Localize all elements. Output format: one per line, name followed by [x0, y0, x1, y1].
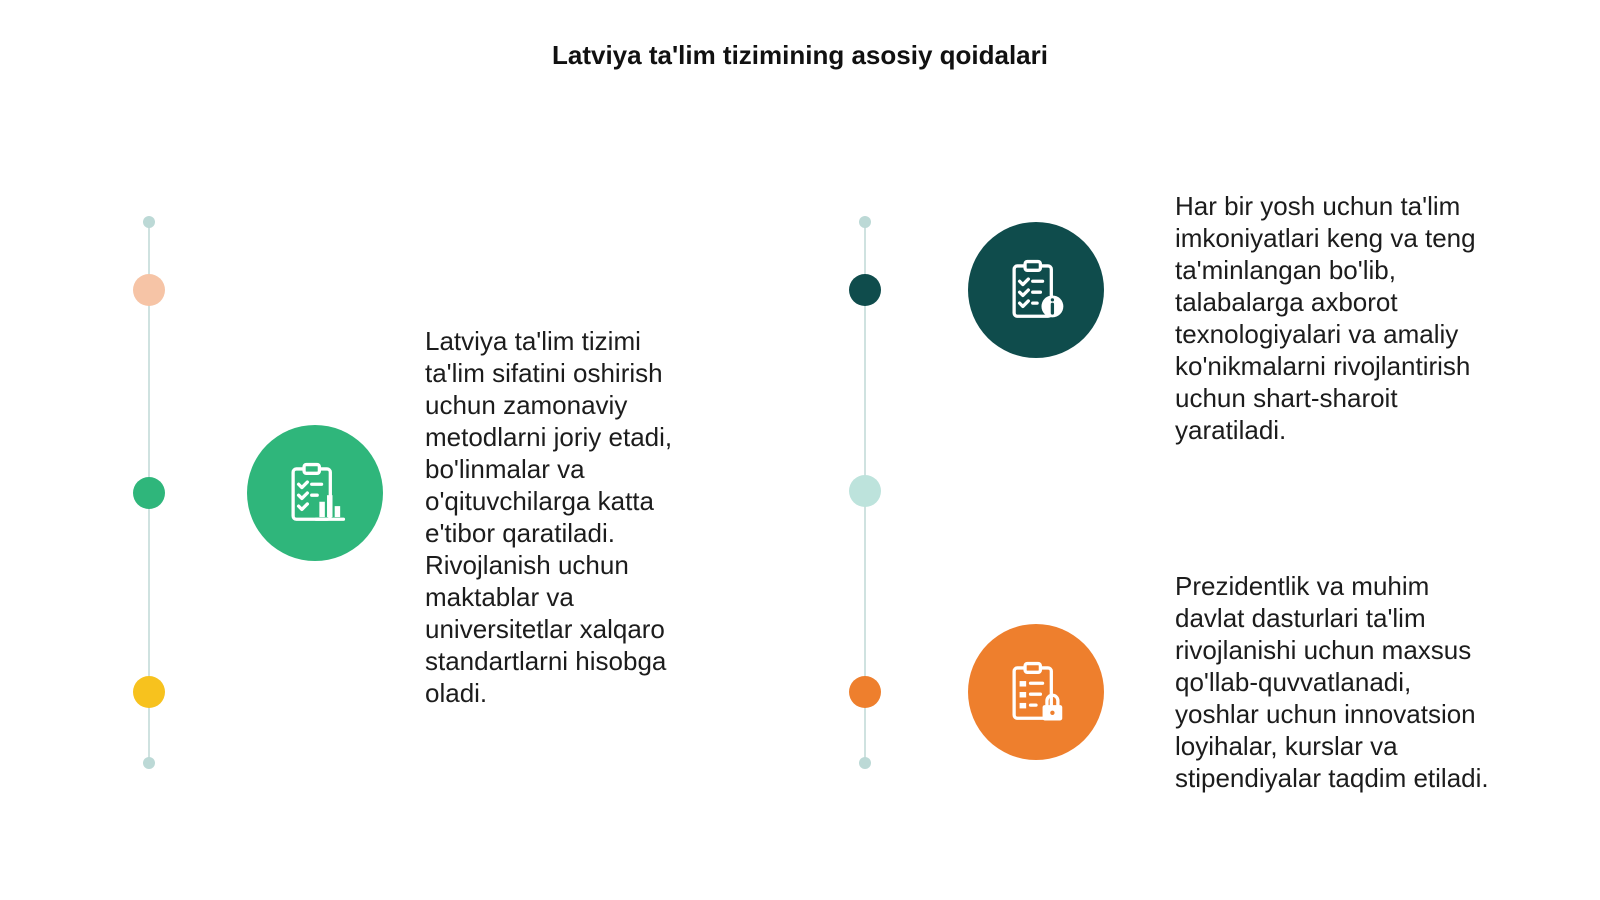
item-2-text: Har bir yosh uchun ta'lim imkoniyatlari keng va teng ta'minlangan bo'lib, talabalarga axborot texnologiyalari va amaliy ko'nikmalarni rivojlantirish uchun shart-sharoit yaratiladi. — [1175, 191, 1476, 445]
item-3-text: Prezidentlik va muhim davlat dasturlari ta'lim rivojlanishi uchun maxsus qo'llab-quvvatlanadi, yoshlar uchun innovatsion loyihalar, kurslar va stipendiyalar taqdim etiladi. — [1175, 571, 1489, 793]
left-timeline-node-yellow — [133, 676, 165, 708]
right-timeline-node-mint — [849, 475, 881, 507]
left-timeline-node-peach — [133, 274, 165, 306]
right-timeline-node-dark-teal — [849, 274, 881, 306]
right-timeline-end-dot — [859, 757, 871, 769]
clipboard-lock-icon — [968, 624, 1104, 760]
clipboard-info-icon — [968, 222, 1104, 358]
left-timeline-end-dot — [143, 757, 155, 769]
item-1-text: Latviya ta'lim tizimi ta'lim sifatini oshirish uchun zamonaviy metodlarni joriy etadi, bo'linmalar va o'qituvchilarga katta e'tibor qaratiladi. Rivojlanish uchun maktablar va universitetlar xalqaro standartlarni hisobga oladi. — [425, 326, 673, 708]
right-timeline-start-dot — [859, 216, 871, 228]
clipboard-chart-icon — [247, 425, 383, 561]
page-title: Latviya ta'lim tizimining asosiy qoidalari — [552, 40, 1048, 70]
left-timeline-start-dot — [143, 216, 155, 228]
left-timeline-node-green — [133, 477, 165, 509]
right-timeline-node-orange — [849, 676, 881, 708]
